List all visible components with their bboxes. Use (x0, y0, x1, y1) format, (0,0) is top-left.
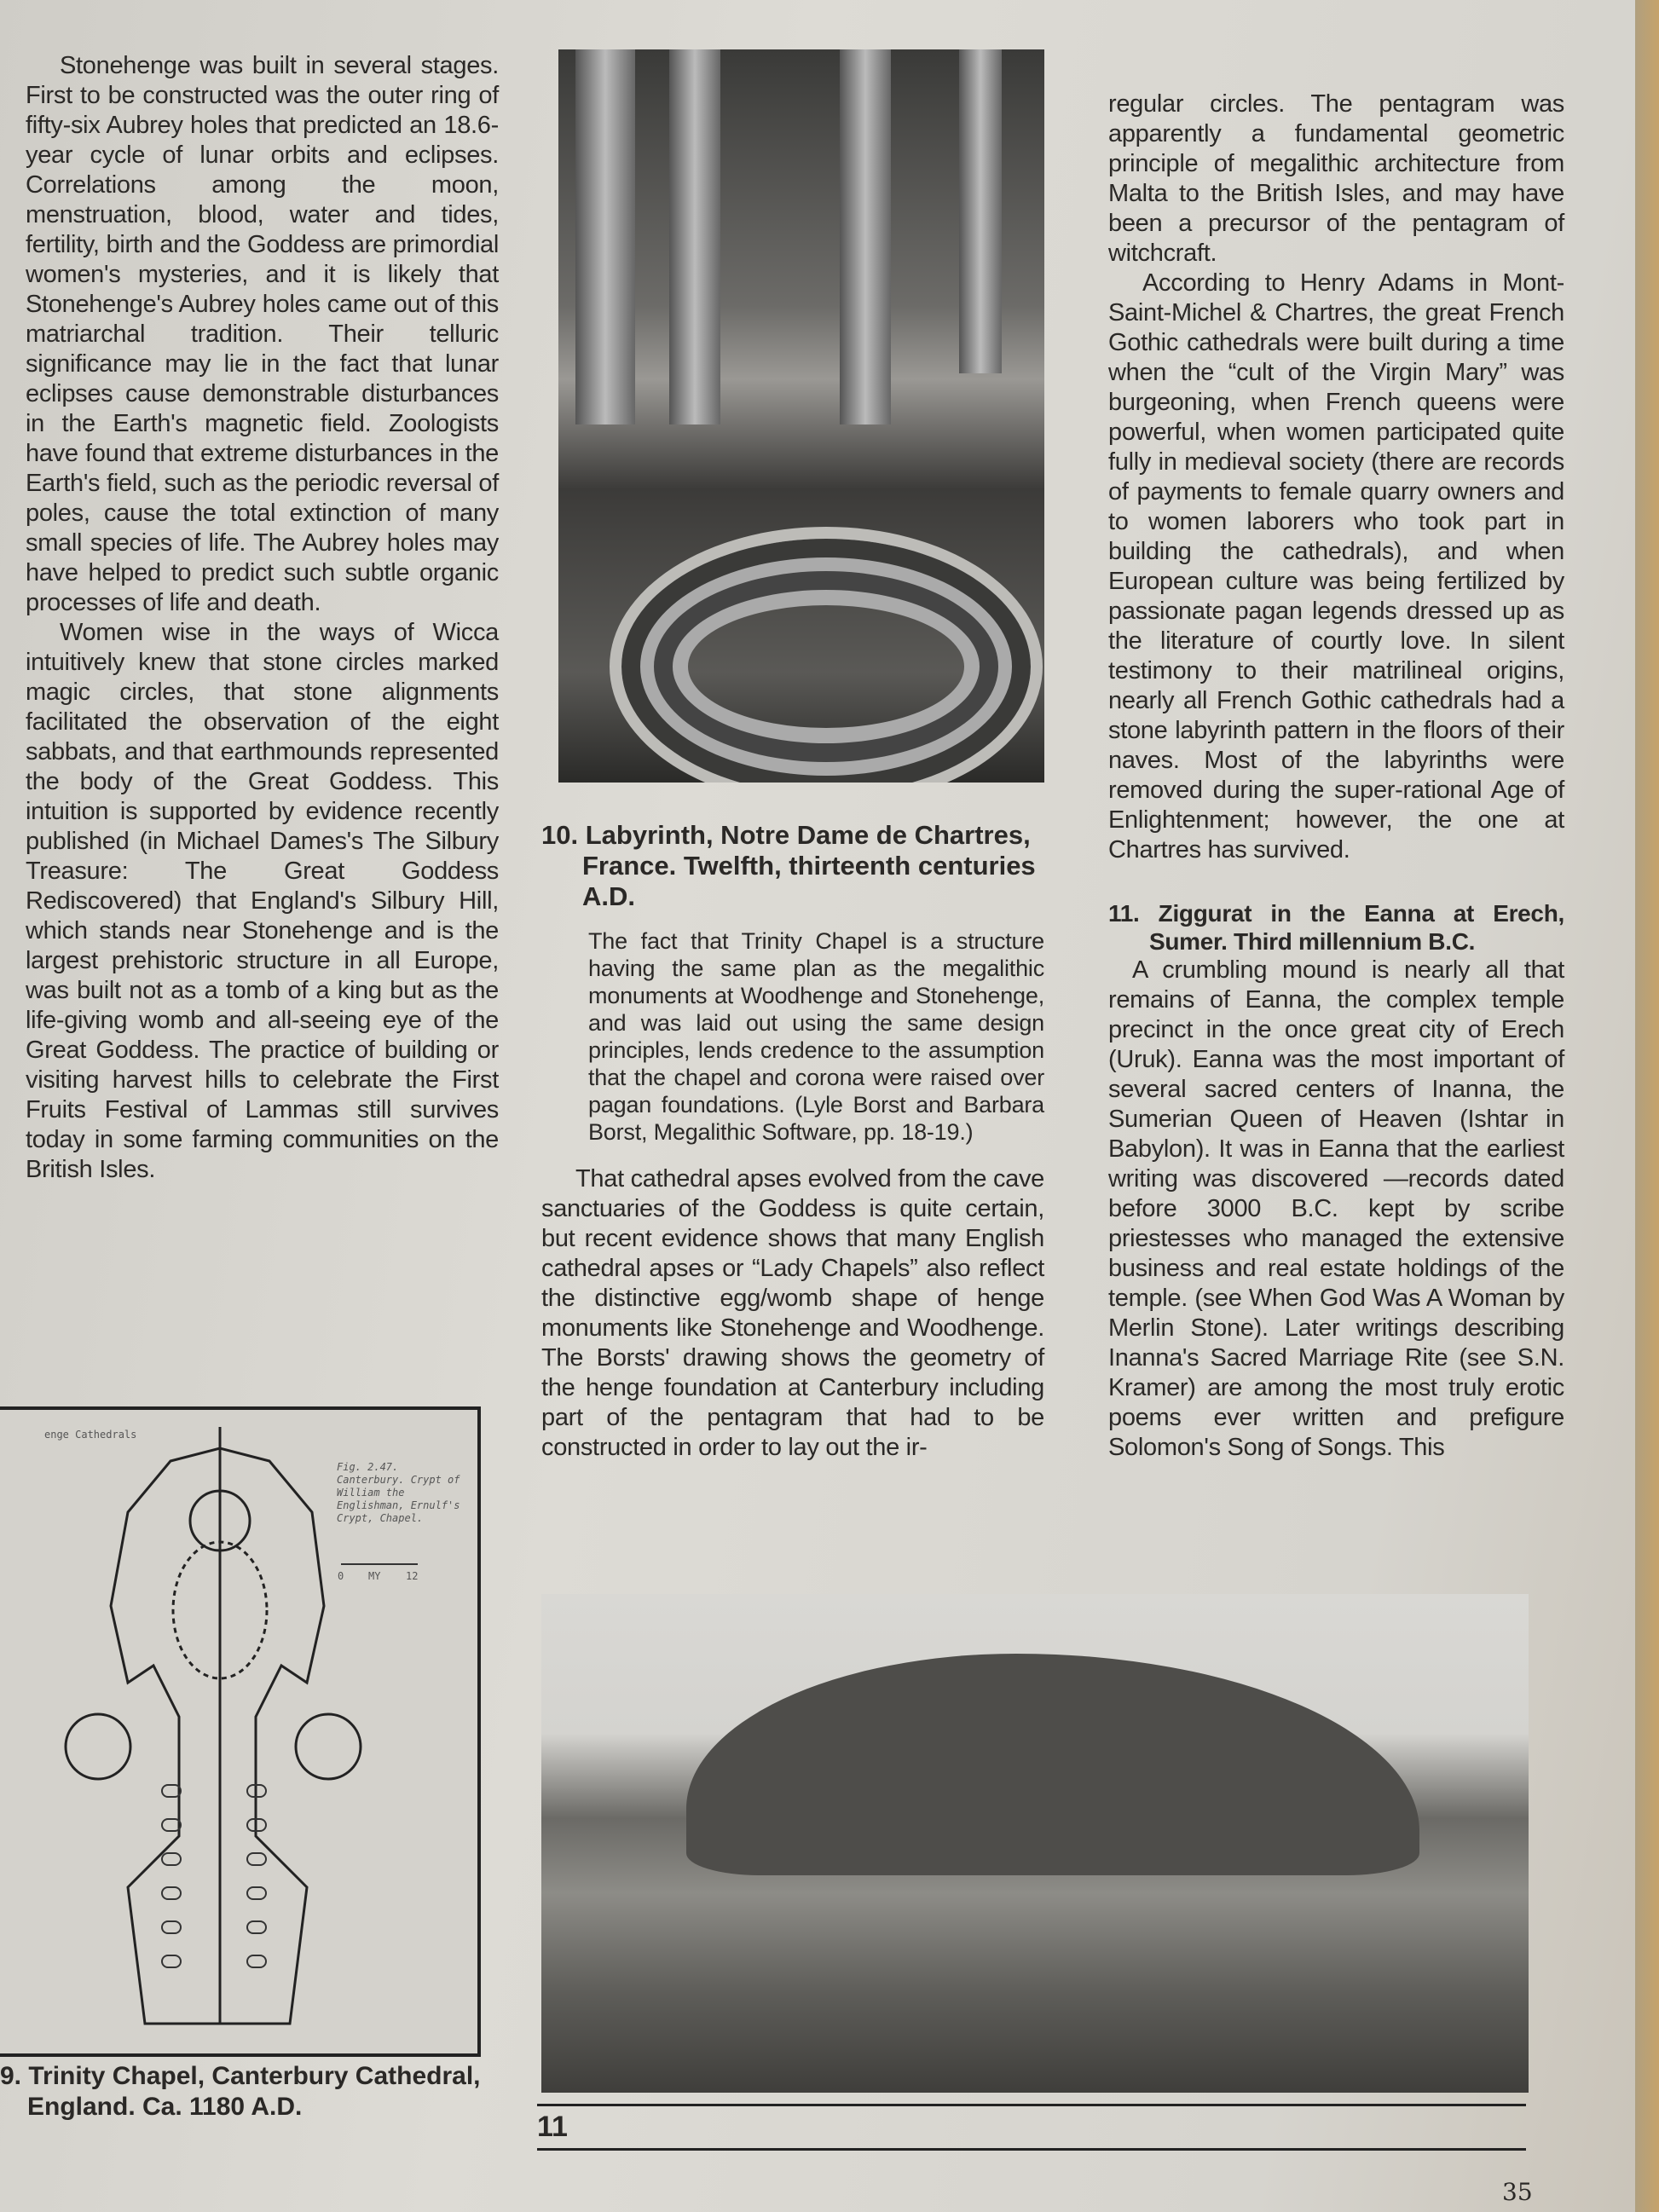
left-text-column (26, 51, 499, 1185)
figure-11-caption (1108, 899, 1564, 956)
figure-9-caption (0, 2061, 512, 2122)
figure-10-caption (541, 820, 1044, 912)
photo-label: 11 (537, 2111, 568, 2143)
scale-start: 0 (338, 1570, 344, 1582)
paragraph: Stonehenge was built in several stages. First to be constructed was the outer ring of fifty-six Aubrey holes that predicted an 18.6-year cycle of lunar orbits and eclipses. Correlations among the moon, menstruation, blood, water and tides, fertility, birth and the Goddess are primordial women's mysteries, and it is likely that Stonehenge's Aubrey holes came out of this matriarchal tradition. Their telluric significance may lie in the fact that lunar eclipses cause demonstrable disturbances in the Earth's magnetic field. Zoologists have found that extreme disturbances in the Earth's field, such as the periodic reversal of poles, cause the total extinction of many small species of life. The Aubrey holes may have helped to predict such subtle organic processes of life and death. (26, 52, 499, 616)
caption-number: 9. (0, 2062, 22, 2090)
table-surface (1635, 0, 1659, 2212)
paragraph: Women wise in the ways of Wicca intuitively knew that stone circles marked magic circles, that stone alignments facilitated the observation of the eight sabbats, and that earthmounds represented the body of the Great Goddess. This intuition is supported by evidence recently published (in Michael Dames's The Silbury Treasure: The Great Goddess Rediscovered) that England's Silbury Hill, which stands near Stonehenge and is the largest prehistoric structure in all Europe, was built not as a tomb of a king but as the life-giving womb and all-seeing eye of the Great Goddess. The practice of building or visiting harvest hills to celebrate the First Fruits Festival of Lammas still survives today in some farming communities on the British Isles. (26, 619, 499, 1183)
caption-text: Trinity Chapel, Canterbury Cathedral, England. Ca. 1180 A.D. (27, 2062, 481, 2121)
caption-number: 10. (541, 820, 579, 850)
figure-10-note: The fact that Trinity Chapel is a structure having the same plan as the megalithic monuments at Woodhenge and Stonehenge, and was laid out using the same design principles, lends credence to the assumption that the chapel and corona were raised over pagan foundations. (Lyle Borst and Barbara Borst, Megalithic Software, pp. 18-19.) (588, 928, 1044, 1145)
paragraph: According to Henry Adams in Mont-Saint-Michel & Chartres, the great French Gothic cathedrals were built during a time when the “cult of the Virgin Mary” was burgeoning, when French queens were powerful, when women participated quite fully in medieval society (there are records of payments to female quarry owners and to women laborers who took part in building the cathedrals), and when European culture was being fertilized by passionate pagan legends dressed up as the literature of courtly love. In silent testimony to their matrilineal origins, nearly all French Gothic cathedrals had a stone labyrinth pattern in the floors of their naves. Most of the labyrinths were removed during the super-rational Age of Enlightenment; however, the one at Chartres has survived. (1108, 269, 1564, 863)
drawing-header: enge Cathedrals (44, 1429, 137, 1441)
drawing-caption: Fig. 2.47. Canterbury. Crypt of William the Englishman, Ernulf's Crypt, Chapel. (337, 1461, 460, 1524)
paragraph: A crumbling mound is nearly all that remains of Eanna, the complex temple precinct in the once great city of Erech (Uruk). Eanna was the most important of several sacred centers of Inanna, the Sumerian Queen of Heaven (Ishtar in Babylon). It was in Eanna that the earliest writing was discovered —records dated before 3000 B.C. kept by scribe priestesses who managed the extensive business and real estate holdings of the temple. (see When God Was A Woman by Merlin Stone). Later writings describing Inanna's Sacred Marriage Rite (see S.N. Kramer) are among the most truly erotic poems ever written and prefigure Solomon's Song of Songs. This (1108, 956, 1564, 1461)
scale-unit: MY (368, 1570, 381, 1582)
middle-text-column (541, 1164, 1044, 1463)
caption-text: Labyrinth, Notre Dame de Chartres, France. Twelfth, thirteenth centuries A.D. (582, 820, 1036, 911)
rule (537, 2148, 1526, 2151)
paragraph: That cathedral apses evolved from the cave sanctuaries of the Goddess is quite certain, but recent evidence shows that many English cathedral apses or “Lady Chapels” also reflect the distinctive egg/womb shape of henge monuments like Stonehenge and Woodhenge. The Borsts' drawing shows the geometry of the henge foundation at Canterbury including part of the pentagram that had to be constructed in order to lay out the ir- (541, 1165, 1044, 1461)
page-number: 35 (1502, 2178, 1533, 2206)
ziggurat-photo (541, 1594, 1529, 2093)
rule (537, 2104, 1526, 2106)
middle-column-flow (541, 820, 1044, 1463)
right-text-column (1108, 90, 1564, 1463)
labyrinth-photo (558, 49, 1044, 783)
floor-plan-drawing (0, 1406, 481, 2057)
paragraph: regular circles. The pentagram was apparently a fundamental geometric principle of megalithic architecture from Malta to the British Isles, and may have been a precursor of the pentagram of witchcraft. (1108, 90, 1564, 267)
caption-number: 11. (1108, 900, 1140, 927)
scale-end: 12 (406, 1570, 419, 1582)
caption-text: Ziggurat in the Eanna at Erech, Sumer. Third millennium B.C. (1149, 900, 1564, 955)
